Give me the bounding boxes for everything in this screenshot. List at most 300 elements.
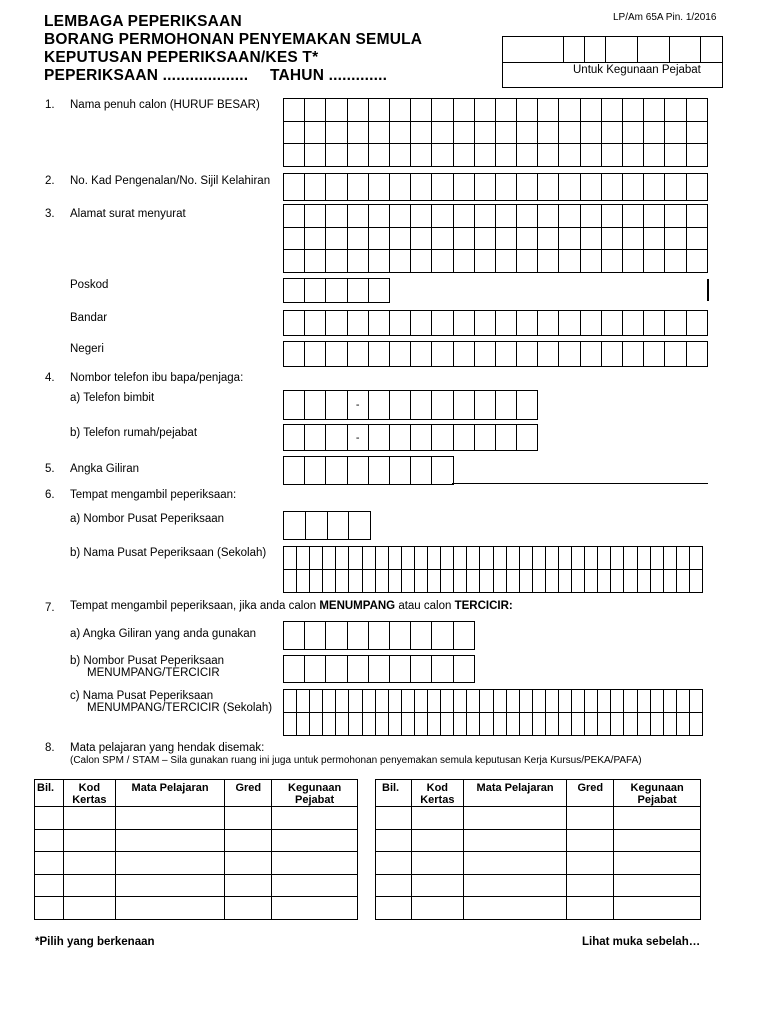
grid-cell[interactable] [349,547,362,570]
grid-cell[interactable] [467,547,480,570]
grid-cell[interactable] [517,342,538,367]
grid-cell[interactable] [623,144,644,167]
grid-cell[interactable] [402,547,415,570]
grid-cell[interactable] [520,570,533,593]
grid-cell[interactable] [559,122,580,145]
grid-cell[interactable] [665,122,686,145]
grid-cell[interactable] [496,311,517,336]
grid-cell[interactable] [411,228,432,251]
grid-cell[interactable] [665,174,686,201]
grid-cell[interactable] [454,250,475,273]
grid-cell[interactable] [651,713,664,736]
grid-cell[interactable] [687,205,708,228]
grid-cell[interactable] [328,512,350,540]
subject-cell[interactable] [225,897,272,920]
grid-cell[interactable] [664,690,677,713]
grid-cell[interactable] [348,279,369,303]
grid-cell[interactable] [496,99,517,122]
grid-cell[interactable] [538,228,559,251]
grid-cell[interactable] [623,228,644,251]
subject-cell[interactable] [63,874,115,897]
grid-cell[interactable] [284,311,305,336]
grid-cell[interactable] [644,311,665,336]
grid-cell[interactable] [494,547,507,570]
grid-cell[interactable] [369,425,390,451]
grid-cell[interactable] [389,570,402,593]
grid-cell[interactable] [454,391,475,420]
grid-cell[interactable] [644,174,665,201]
subject-cell[interactable] [376,807,412,830]
grid-cell[interactable] [376,690,389,713]
grid-cell[interactable] [665,205,686,228]
grid-cell[interactable] [411,342,432,367]
grid-cell[interactable] [467,713,480,736]
grid-cell[interactable] [644,99,665,122]
grid-cell[interactable] [690,547,703,570]
grid-cell[interactable] [623,342,644,367]
grid-cell[interactable] [559,547,572,570]
grid-cell[interactable] [585,547,598,570]
grid-cell[interactable] [520,690,533,713]
grid-cell[interactable] [475,122,496,145]
grid-cell[interactable] [598,547,611,570]
grid-cell[interactable] [390,656,411,683]
grid-cell[interactable] [411,122,432,145]
exam-centre-number-grid[interactable] [283,511,371,540]
grid-cell[interactable] [517,99,538,122]
grid-cell[interactable] [326,279,347,303]
grid-cell[interactable] [411,622,432,650]
grid-cell[interactable] [390,391,411,420]
grid-cell[interactable] [454,311,475,336]
grid-cell[interactable] [598,713,611,736]
grid-cell[interactable] [638,547,651,570]
subject-cell[interactable] [463,829,567,852]
grid-cell[interactable] [572,570,585,593]
subject-cell[interactable] [411,829,463,852]
grid-cell[interactable] [533,713,546,736]
grid-cell[interactable] [538,205,559,228]
grid-cell[interactable] [323,713,336,736]
grid-cell[interactable] [402,690,415,713]
grid-cell[interactable] [454,622,475,650]
subject-cell[interactable] [35,852,64,875]
grid-cell[interactable] [496,144,517,167]
grid-cell[interactable] [348,99,369,122]
grid-cell[interactable] [602,99,623,122]
grid-cell[interactable] [369,457,390,485]
grid-cell[interactable] [297,690,310,713]
grid-cell[interactable] [428,713,441,736]
grid-cell[interactable] [559,99,580,122]
grid-cell[interactable] [310,690,323,713]
grid-cell[interactable] [376,547,389,570]
grid-cell[interactable] [651,690,664,713]
grid-cell[interactable] [305,205,326,228]
subject-cell[interactable] [567,829,614,852]
grid-cell[interactable] [326,311,347,336]
grid-cell[interactable] [517,205,538,228]
grid-cell[interactable] [326,457,347,485]
grid-cell[interactable] [611,713,624,736]
grid-cell[interactable] [411,457,432,485]
subject-cell[interactable] [376,874,412,897]
grid-cell[interactable] [432,250,453,273]
subject-cell[interactable] [225,807,272,830]
grid-cell[interactable] [349,713,362,736]
subject-cell[interactable] [411,897,463,920]
grid-cell[interactable] [284,512,306,540]
grid-cell[interactable] [363,570,376,593]
grid-cell[interactable] [538,122,559,145]
grid-cell[interactable] [454,713,467,736]
grid-cell[interactable] [284,122,305,145]
grid-cell[interactable] [284,228,305,251]
grid-cell[interactable] [369,656,390,683]
grid-cell[interactable] [665,250,686,273]
grid-cell[interactable] [376,570,389,593]
grid-cell[interactable] [326,144,347,167]
grid-cell[interactable] [611,690,624,713]
grid-cell[interactable] [376,713,389,736]
grid-cell[interactable] [687,122,708,145]
guest-centre-name-grid[interactable] [283,689,703,736]
grid-cell[interactable] [369,279,390,303]
grid-cell[interactable] [348,457,369,485]
grid-cell[interactable] [690,713,703,736]
grid-cell[interactable] [494,570,507,593]
grid-cell[interactable] [305,656,326,683]
grid-cell[interactable] [559,570,572,593]
grid-cell[interactable] [390,311,411,336]
grid-cell[interactable] [533,690,546,713]
grid-cell[interactable] [402,570,415,593]
grid-cell[interactable] [546,713,559,736]
grid-cell[interactable] [390,228,411,251]
subject-cell[interactable] [411,807,463,830]
subject-cell[interactable] [463,897,567,920]
grid-cell[interactable] [677,713,690,736]
index-number-used-grid[interactable] [283,621,475,650]
grid-cell[interactable] [559,144,580,167]
grid-cell[interactable] [369,174,390,201]
grid-cell[interactable] [369,622,390,650]
grid-cell[interactable] [454,144,475,167]
grid-cell[interactable] [323,570,336,593]
grid-cell[interactable] [475,174,496,201]
subject-cell[interactable] [115,829,225,852]
grid-cell[interactable] [581,174,602,201]
address-grid[interactable] [283,204,708,273]
grid-cell[interactable] [624,713,637,736]
grid-cell[interactable] [644,122,665,145]
grid-cell[interactable] [411,425,432,451]
grid-cell[interactable] [348,656,369,683]
grid-cell[interactable] [546,690,559,713]
grid-cell[interactable] [348,144,369,167]
grid-cell[interactable] [475,250,496,273]
exam-centre-name-grid[interactable] [283,546,703,593]
grid-cell[interactable] [585,690,598,713]
grid-cell[interactable] [305,144,326,167]
grid-cell[interactable] [326,174,347,201]
grid-cell[interactable] [585,713,598,736]
grid-cell[interactable] [454,690,467,713]
grid-cell[interactable] [581,144,602,167]
grid-cell[interactable] [623,99,644,122]
grid-cell[interactable] [538,99,559,122]
subject-cell[interactable] [567,874,614,897]
grid-cell[interactable] [517,228,538,251]
subject-cell[interactable] [225,852,272,875]
grid-cell[interactable] [432,228,453,251]
grid-cell[interactable] [326,391,347,420]
grid-cell[interactable] [581,99,602,122]
grid-cell[interactable] [284,570,297,593]
grid-cell[interactable] [475,425,496,451]
grid-cell[interactable] [348,122,369,145]
grid-cell[interactable] [348,250,369,273]
grid-cell[interactable] [326,250,347,273]
grid-cell[interactable] [454,122,475,145]
grid-cell[interactable] [432,174,453,201]
grid-cell[interactable] [369,144,390,167]
grid-cell[interactable] [305,228,326,251]
mobile-phone-grid[interactable] [283,390,538,420]
grid-cell[interactable] [687,342,708,367]
grid-cell[interactable] [441,547,454,570]
grid-cell[interactable] [326,656,347,683]
grid-cell[interactable] [284,713,297,736]
grid-cell[interactable] [644,228,665,251]
grid-cell[interactable] [507,547,520,570]
grid-cell[interactable] [432,122,453,145]
grid-cell[interactable] [624,547,637,570]
grid-cell[interactable] [305,391,326,420]
subject-cell[interactable] [463,852,567,875]
grid-cell[interactable] [638,690,651,713]
grid-cell[interactable] [441,690,454,713]
grid-cell[interactable] [538,342,559,367]
grid-cell[interactable] [326,205,347,228]
grid-cell[interactable] [348,311,369,336]
grid-cell[interactable] [432,457,453,485]
grid-cell[interactable] [690,570,703,593]
subject-cell[interactable] [35,897,64,920]
grid-cell[interactable] [454,656,475,683]
grid-cell[interactable] [559,228,580,251]
grid-cell[interactable] [411,391,432,420]
grid-cell[interactable] [623,250,644,273]
grid-cell[interactable] [475,205,496,228]
grid-cell[interactable] [349,570,362,593]
grid-cell[interactable] [284,457,305,485]
grid-cell[interactable] [687,311,708,336]
grid-cell[interactable] [348,205,369,228]
grid-cell[interactable] [415,690,428,713]
grid-cell[interactable] [363,690,376,713]
subject-cell[interactable] [463,874,567,897]
grid-cell[interactable] [572,713,585,736]
grid-cell[interactable] [572,547,585,570]
grid-cell[interactable] [348,228,369,251]
grid-cell[interactable] [305,425,326,451]
grid-cell[interactable] [496,228,517,251]
grid-cell[interactable] [454,342,475,367]
grid-cell[interactable] [517,311,538,336]
grid-cell[interactable] [390,250,411,273]
grid-cell[interactable] [623,122,644,145]
grid-cell[interactable] [297,713,310,736]
grid-cell[interactable] [517,391,538,420]
subject-cell[interactable] [225,874,272,897]
grid-cell[interactable] [284,656,305,683]
grid-cell[interactable] [517,122,538,145]
subject-cell[interactable] [376,897,412,920]
grid-cell[interactable] [611,570,624,593]
grid-cell[interactable] [687,174,708,201]
grid-cell[interactable] [284,690,297,713]
grid-cell[interactable] [411,205,432,228]
grid-cell[interactable] [411,250,432,273]
grid-cell[interactable] [326,622,347,650]
grid-cell[interactable] [402,713,415,736]
grid-cell[interactable] [428,570,441,593]
grid-cell[interactable] [496,391,517,420]
grid-cell[interactable] [369,122,390,145]
grid-cell[interactable] [687,228,708,251]
grid-cell[interactable] [538,311,559,336]
grid-cell[interactable] [441,713,454,736]
home-phone-grid[interactable] [283,424,538,451]
grid-cell[interactable] [624,690,637,713]
grid-cell[interactable] [480,547,493,570]
grid-cell[interactable] [624,570,637,593]
grid-cell[interactable] [598,570,611,593]
grid-cell[interactable] [496,250,517,273]
grid-cell[interactable] [546,570,559,593]
grid-cell[interactable] [623,311,644,336]
grid-cell[interactable] [602,122,623,145]
grid-cell[interactable] [363,713,376,736]
grid-cell[interactable] [687,99,708,122]
grid-cell[interactable] [326,342,347,367]
subject-cell[interactable] [63,897,115,920]
grid-cell[interactable] [390,622,411,650]
grid-cell[interactable] [644,205,665,228]
grid-cell[interactable] [475,342,496,367]
grid-cell[interactable] [480,713,493,736]
grid-cell[interactable] [480,570,493,593]
grid-cell[interactable] [507,713,520,736]
grid-cell[interactable] [651,547,664,570]
grid-cell[interactable] [598,690,611,713]
grid-cell[interactable] [326,122,347,145]
grid-cell[interactable] [559,713,572,736]
grid-cell[interactable] [369,205,390,228]
grid-cell[interactable] [369,228,390,251]
grid-cell[interactable] [336,547,349,570]
grid-cell[interactable] [611,547,624,570]
grid-cell[interactable] [284,250,305,273]
grid-cell[interactable] [390,174,411,201]
grid-cell[interactable] [323,547,336,570]
grid-cell[interactable] [390,144,411,167]
grid-cell[interactable] [602,205,623,228]
city-grid[interactable] [283,310,708,336]
grid-cell[interactable] [496,425,517,451]
subject-cell[interactable] [411,874,463,897]
grid-cell[interactable] [432,99,453,122]
grid-cell[interactable] [644,342,665,367]
grid-cell[interactable] [475,99,496,122]
subject-cell[interactable] [376,852,412,875]
grid-cell[interactable] [533,547,546,570]
grid-cell[interactable] [494,713,507,736]
grid-cell[interactable] [369,250,390,273]
grid-cell[interactable] [538,174,559,201]
grid-cell[interactable] [284,144,305,167]
grid-cell[interactable] [284,342,305,367]
grid-cell[interactable] [284,391,305,420]
state-grid[interactable] [283,341,708,367]
grid-cell[interactable] [581,342,602,367]
grid-cell[interactable] [690,690,703,713]
grid-cell[interactable] [677,570,690,593]
grid-cell[interactable] [581,228,602,251]
subject-cell[interactable] [63,829,115,852]
grid-cell[interactable] [496,174,517,201]
grid-cell[interactable] [467,570,480,593]
grid-cell[interactable] [454,174,475,201]
grid-cell[interactable] [284,205,305,228]
grid-cell[interactable] [369,391,390,420]
grid-cell[interactable] [665,144,686,167]
grid-cell[interactable] [390,99,411,122]
grid-cell[interactable] [336,690,349,713]
grid-cell[interactable] [677,547,690,570]
grid-cell[interactable] [305,279,326,303]
grid-cell[interactable] [581,250,602,273]
grid-cell[interactable] [475,391,496,420]
subject-cell[interactable] [63,807,115,830]
subject-cell[interactable] [115,897,225,920]
grid-cell[interactable] [348,342,369,367]
grid-cell[interactable] [454,205,475,228]
grid-cell[interactable] [369,342,390,367]
grid-cell[interactable] [572,690,585,713]
grid-cell[interactable] [441,570,454,593]
grid-cell[interactable] [432,656,453,683]
grid-cell[interactable] [475,311,496,336]
subject-cell[interactable] [35,874,64,897]
grid-cell[interactable] [284,279,305,303]
grid-cell[interactable] [467,690,480,713]
grid-cell[interactable] [602,228,623,251]
grid-cell[interactable] [349,690,362,713]
grid-cell[interactable] [411,99,432,122]
grid-cell[interactable] [310,570,323,593]
grid-cell[interactable] [475,228,496,251]
grid-cell[interactable] [390,425,411,451]
grid-cell[interactable] [644,144,665,167]
grid-cell[interactable] [494,690,507,713]
grid-cell[interactable] [496,342,517,367]
grid-cell[interactable] [389,690,402,713]
full-name-grid[interactable] [283,98,708,167]
grid-cell[interactable] [369,311,390,336]
grid-cell[interactable] [581,311,602,336]
